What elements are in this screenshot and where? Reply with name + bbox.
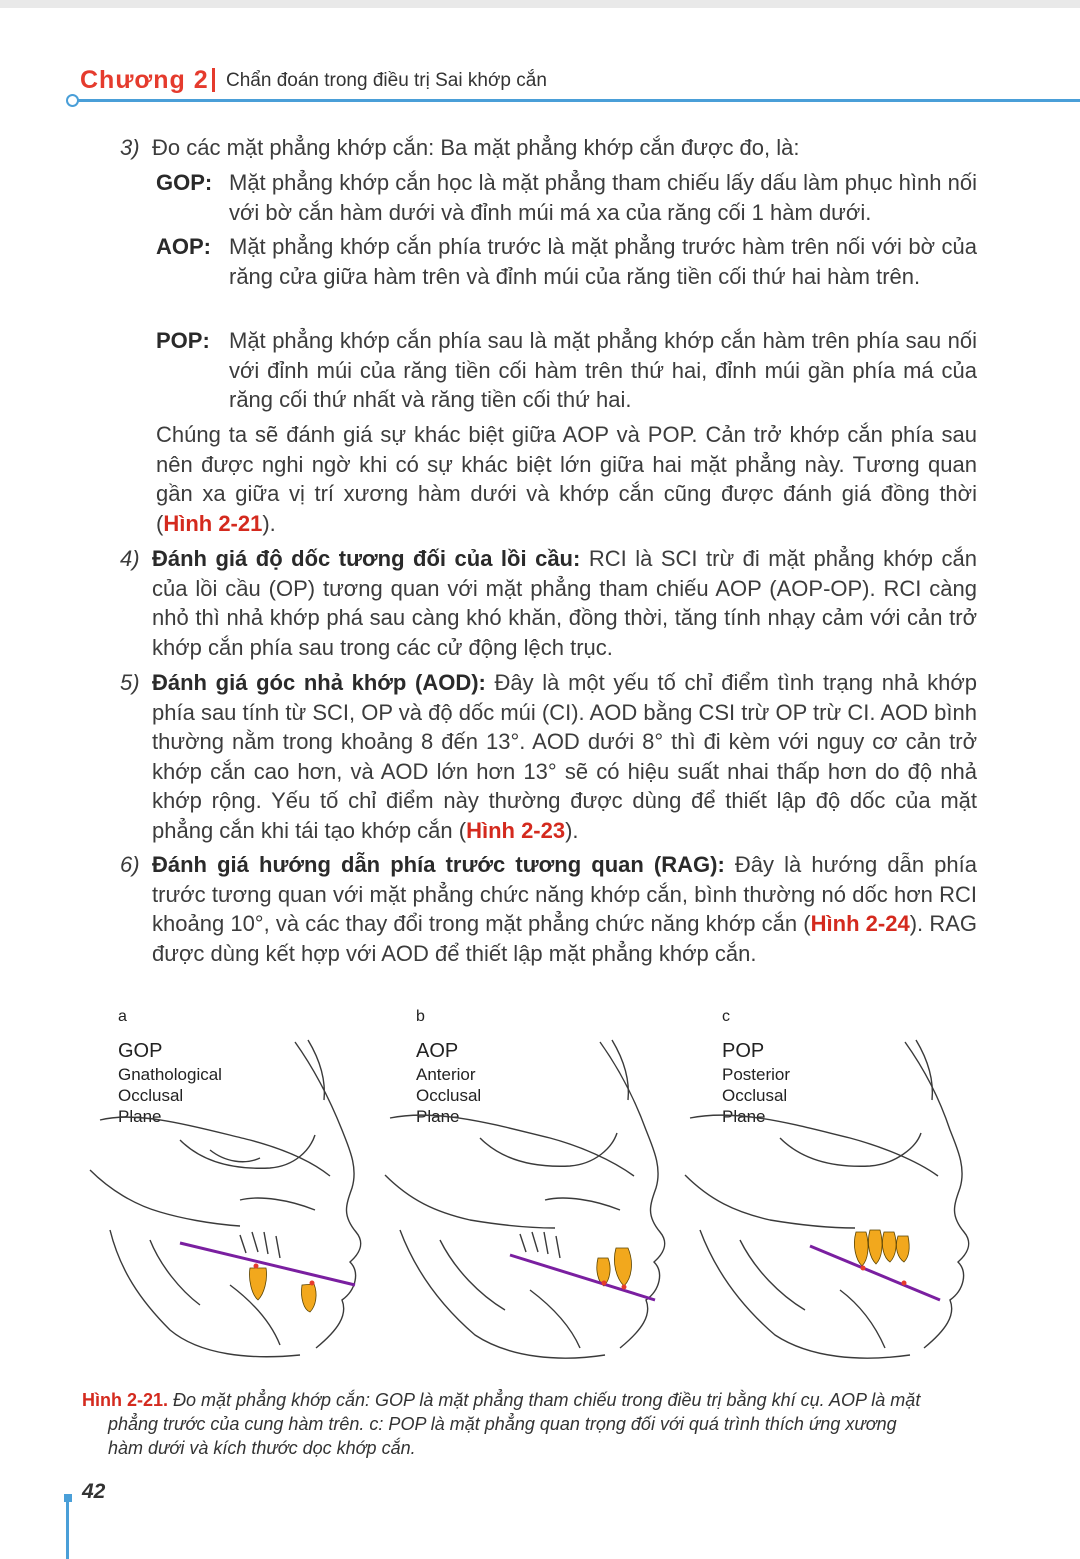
panel-label-line-3: Plane [722, 1107, 766, 1126]
item-5-text [152, 668, 977, 846]
figure-2-21 [80, 1000, 980, 1372]
cephalometric-tracing-b [380, 1000, 680, 1372]
item-3-summary-text: Chúng ta sẽ đánh giá sự khác biệt giữa AOP và POP. Cản trở khớp cắn phía sau nên được nghi ngờ khi có sự khác biệt lớn giữa hai mặt phẳng này. Tương quan gần xa giữa vị trí xương hàm dưới và khớp cắn cũng được đánh giá đồng thời ( [156, 422, 977, 536]
header-rule-dot [66, 94, 79, 107]
item-5-heading: Đánh giá góc nhả khớp (AOD): [152, 670, 486, 695]
panel-label-line-3: Plane [118, 1107, 162, 1126]
landmark-dot [902, 1281, 907, 1286]
figure-caption [82, 1388, 978, 1460]
item-3-summary [156, 420, 977, 538]
figure-panel-b [380, 1000, 680, 1372]
figure-ref-2-21[interactable]: Hình 2-21 [163, 510, 263, 536]
panel-label-line-2: Occlusal [722, 1086, 788, 1105]
item-5-number: 5) [120, 670, 140, 695]
cephalometric-tracing-a [80, 1000, 380, 1372]
panel-letter: b [416, 1008, 425, 1025]
gop-definition: Mặt phẳng khớp cắn học là mặt phẳng tham chiếu lấy dấu làm phục hình nối với bờ cắn hàm dưới và đỉnh múi má xa của răng cối 1 hàm dưới. [229, 170, 977, 225]
panel-label-line-1: Posterior [722, 1065, 791, 1084]
item-4-body: RCI là SCI trừ đi mặt phẳng khớp cắn của lồi cầu (OP) tương quan với mặt phẳng tham chiếu AOP (AOP-OP). RCI càng nhỏ thì nhả khớp phá sau càng khó khăn, đồng thời, tăng tính nhạy cảm với cản trở khớp cắn phía sau trong các cử động lệch trục. [152, 546, 977, 660]
figure-ref-2-24[interactable]: Hình 2-24 [810, 911, 910, 937]
landmark-dot [622, 1285, 627, 1290]
figure-ref-2-23[interactable]: Hình 2-23 [466, 817, 566, 843]
panel-letter: a [118, 1008, 127, 1025]
caption-label: Hình 2-21. [82, 1390, 169, 1410]
item-3-number: 3) [120, 135, 140, 160]
gop-term: GOP: [156, 170, 213, 195]
item-4-text [152, 544, 977, 662]
panel-label-line-1: Gnathological [118, 1065, 222, 1084]
panel-abbreviation: AOP [416, 1040, 459, 1062]
item-6-tail: ). RAG được dùng kết hợp với AOD để thiết lập mặt phẳng khớp cắn. [152, 911, 977, 966]
landmark-dot [861, 1266, 866, 1271]
caption-text-1: Đo mặt phẳng khớp cắn: GOP là mặt phẳng tham chiếu trong điều trị bằng khí cụ. AOP là mặt [168, 1390, 921, 1410]
item-6-text [152, 850, 977, 968]
tooth-incisor [301, 1284, 316, 1312]
item-3-summary-tail: ). [262, 510, 276, 536]
landmark-dot [310, 1281, 315, 1286]
item-4-number: 4) [120, 546, 140, 571]
pop-term: POP: [156, 328, 210, 353]
caption-text-3: hàm dưới và kích thước dọc khớp cắn. [108, 1438, 416, 1458]
landmark-dot [602, 1281, 607, 1286]
tooth-incisor [614, 1248, 631, 1286]
item-5-body: Đây là một yếu tố chỉ điểm tình trạng nhả khớp phía sau tính từ SCI, OP và độ dốc múi (CI). AOD bằng CSI trừ OP trừ CI. AOD bình thường nằm trong khoảng 8 đến 13°. AOD dưới 8° thì đi kèm với nguy cơ cản trở khớp cắn cao hơn, và AOD lớn hơn 13° sẽ có hiệu suất nhai thấp hơn do độ nhả khớp rộng. Yếu tố chỉ điểm này thường được dùng để thiết lập độ dốc của mặt phẳng cắn khi tái tạo khớp cắn ( [152, 670, 977, 843]
aop-definition: Mặt phẳng khớp cắn phía trước là mặt phẳng trước hàm trên nối với bờ của răng cửa giữa hàm trên và đỉnh múi của răng tiền cối thứ hai hàm trên. [229, 234, 977, 289]
item-6-heading: Đánh giá hướng dẫn phía trước tương quan (RAG): [152, 852, 725, 877]
figure-panel-c [680, 1000, 980, 1372]
occlusal-plane-line [510, 1255, 655, 1300]
panel-abbreviation: POP [722, 1040, 765, 1062]
aop-term: AOP: [156, 234, 211, 259]
item-6-number: 6) [120, 852, 140, 877]
page-marker [64, 1494, 72, 1502]
item-4-heading: Đánh giá độ dốc tương đối của lồi cầu: [152, 546, 581, 571]
panel-label-line-2: Occlusal [416, 1086, 482, 1105]
item-6-body: Đây là hướng dẫn phía trước tương quan với mặt phẳng chức năng khớp cắn, bình thường nó dốc hơn RCI khoảng 10°, và các thay đổi trong mặt phẳng chức năng khớp cắn ( [152, 852, 977, 937]
chapter-title: Chẩn đoán trong điều trị Sai khớp cắn [226, 70, 547, 91]
chapter-label: Chương 2 [80, 66, 209, 94]
panel-label-line-1: Anterior [416, 1065, 476, 1084]
figure-panel-a [80, 1000, 380, 1372]
panel-letter: c [722, 1008, 730, 1025]
page-margin-rule [66, 1502, 69, 1559]
tooth-molar [854, 1232, 868, 1266]
panel-label-line-3: Plane [416, 1107, 460, 1126]
tooth-premolar [896, 1236, 909, 1262]
page-number: 42 [82, 1480, 106, 1503]
panel-label-line-2: Occlusal [118, 1086, 184, 1105]
tooth-molar [249, 1268, 266, 1300]
caption-text-2: phẳng trước của cung hàm trên. c: POP là mặt phẳng quan trọng đối với quá trình thích ứng xương [108, 1414, 897, 1434]
header-rule [75, 99, 1080, 102]
panel-abbreviation: GOP [118, 1040, 163, 1062]
profile-outline [905, 1042, 969, 1348]
item-5-tail: ). [565, 817, 579, 843]
tooth-premolar [882, 1232, 896, 1262]
profile-outline [600, 1042, 665, 1348]
top-band [0, 0, 1080, 8]
pop-definition: Mặt phẳng khớp cắn phía sau là mặt phẳng khớp cắn hàm trên phía sau nối với đỉnh múi của răng tiền cối hàm trên thứ hai, đỉnh múi gần phía má của răng cối thứ nhất và răng tiền cối thứ hai. [229, 328, 977, 413]
tooth-molar [868, 1230, 882, 1264]
chapter-separator [212, 68, 215, 92]
item-3-text: Đo các mặt phẳng khớp cắn: Ba mặt phẳng khớp cắn được đo, là: [152, 135, 800, 160]
landmark-dot [254, 1264, 259, 1269]
cephalometric-tracing-c [680, 1000, 980, 1372]
